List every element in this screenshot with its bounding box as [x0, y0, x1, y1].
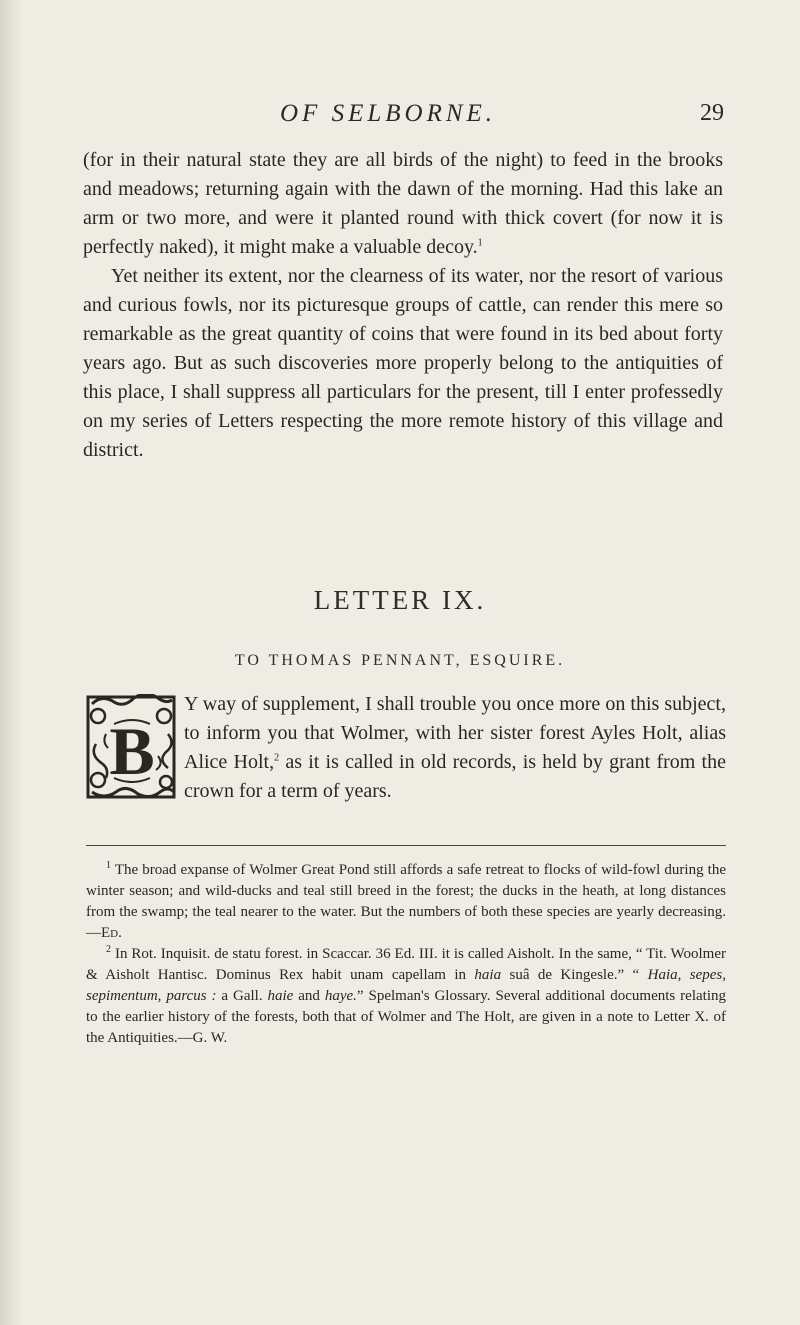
letter-heading: LETTER IX. — [313, 585, 487, 615]
page-number: 29 — [700, 100, 724, 126]
footnote-2-text-c: a Gall. — [216, 988, 268, 1004]
footnote-1-marker: 1 — [106, 860, 111, 871]
footnote-2-haia: haia — [474, 967, 502, 983]
paragraph-2: Yet neither its extent, nor the clearness of its water, nor the resort of various and curious fowls, nor its picturesque groups of cattle, can render this mere so remarkable as the great quantity of coins that were found in its bed about forty years ago. But as such discoveries more properly belong to the antiquities of this place, I shall suppress all particulars for the present, till I enter professedly on my series of Letters respecting the more remote history of this village and district. — [83, 265, 723, 461]
footnotes — [86, 860, 726, 1049]
footnote-2-text-a: In Rot. Inquisit. de statu forest. in Scaccar. 36 Ed. III. it is called Aisholt. In the same, “ Tit. Woolmer & Aisholt Hantisc. Dominus Rex habit unam capellam in — [86, 946, 726, 983]
letter-addressee: TO THOMAS PENNANT, ESQUIRE. — [234, 652, 566, 669]
footnote-2-haye: haye. — [324, 988, 357, 1004]
footnote-divider — [86, 845, 726, 846]
footnote-2-marker: 2 — [106, 944, 111, 955]
footnote-2-text-e: ” Spelman's Glossary. Several additional documents relating to the earlier history of the forests, both that of Wolmer and The Holt, are given in a note to Letter X. of the Antiquities.—G. W. — [86, 988, 726, 1046]
ornamental-initial-b — [86, 694, 178, 806]
footnote-2-text-b: suâ de Kingesle.” “ — [501, 967, 648, 983]
paragraph-1-text: (for in their natural state they are all birds of the night) to feed in the brooks and meadows; returning again with the dawn of the morning. Had this lake an arm or two more, and were it planted round with thick covert (for now it is perfectly naked), it might make a valuable decoy. — [83, 149, 723, 258]
body-text — [83, 146, 723, 465]
footnote-2-haie: haie — [267, 988, 294, 1004]
letter-opening — [86, 690, 726, 806]
running-head-title: OF SELBORNE. — [280, 100, 497, 127]
footnote-2 — [86, 944, 726, 1049]
footnote-2-gloss: Haia, sepes, sepimentum, parcus : — [86, 967, 726, 1004]
footnote-ref-2: 2 — [274, 752, 280, 764]
letter-opening-part-1: Y way of supplement, I shall trouble you once more on this subject, to inform you that Wolmer, with her sister forest Ayles Holt, alias Alice Holt, — [184, 693, 726, 773]
paragraph-1 — [83, 146, 723, 262]
dropcap-letter: B — [109, 713, 155, 789]
footnote-2-text-d: and — [293, 988, 325, 1004]
footnote-1-signature: Ed. — [101, 925, 122, 941]
letter-opening-text — [86, 690, 726, 806]
footnote-1-text: The broad expanse of Wolmer Great Pond still affords a safe retreat to flocks of wild-fowl during the winter season; and wild-ducks and teal still breed in the forest; the ducks in the heath, at long distances from the swamp; the teal nearer to the water. But the numbers of both these species are yearly decreasing.— — [86, 862, 726, 941]
footnote-1 — [86, 860, 726, 944]
running-head — [0, 100, 800, 140]
footnote-ref-1: 1 — [477, 237, 483, 249]
letter-opening-part-2: as it is called in old records, is held by grant from the crown for a term of years. — [184, 751, 726, 802]
